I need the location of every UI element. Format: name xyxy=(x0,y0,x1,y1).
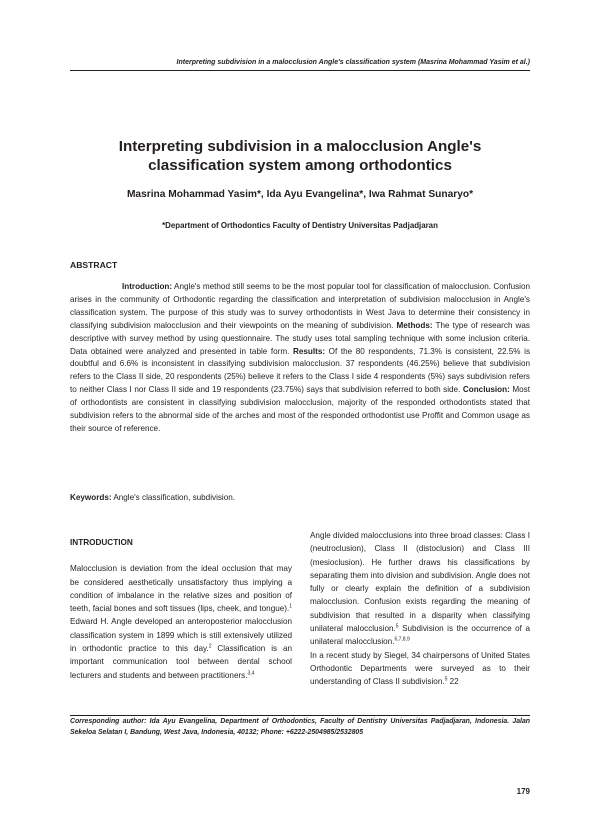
intro-text-part: 22 xyxy=(447,677,459,687)
left-column xyxy=(70,536,292,682)
page-number: 179 xyxy=(516,787,530,796)
citation: 6,7,8,9 xyxy=(394,636,410,643)
header-rule xyxy=(70,70,530,71)
methods-text: The type of research was descriptive with survey method by using questionnaire. The study uses total sampling technique with some inclusion criteria. Data obtained were analyzed and presented in table form. xyxy=(70,320,530,356)
abstract-body xyxy=(70,281,530,436)
results-text: Of the 80 respondents, 71.3% is consistent, 22.5% is doubtful and 6.6% is inconsistent in classifying subdivision malocclusion. 37 respondents (46.25%) believe that subdivision refers to the Class II side, 20 respondents (25%) believe it refers to the Class I side 4 respondents (5%) says subdivision refers to neither Class I nor Class II side and 19 respondents (23.75%) says that subdivision referred to both side. xyxy=(70,346,531,395)
intro-text-part: Subdivision is the occurrence of a unilateral malocclusion. xyxy=(310,624,531,647)
affiliation: *Department of Orthodontics Faculty of Dentistry Universitas Padjadjaran xyxy=(162,221,438,230)
corresponding-author-note: Corresponding author: Ida Ayu Evangelina, Department of Orthodontics, Faculty of Dentistry Universitas Padjadjaran, Indonesia. Jalan Sekeloa Selatan I, Bandung, West Java, Indonesia, 40132; Phone: +6222-2504985/2532805 xyxy=(70,718,530,736)
intro-text-part: Edward H. Angle developed an anteroposterior malocclusion classification system in 1899 which is still extensively utilized in orthodontic practice to this day. xyxy=(70,617,292,654)
citation: 2 xyxy=(208,643,212,650)
methods-label: Methods: xyxy=(396,320,433,330)
keywords-text: Angle's classification, subdivision. xyxy=(111,493,236,502)
introduction-paragraph-3 xyxy=(310,649,530,689)
footer-rule xyxy=(70,715,530,716)
right-column xyxy=(310,529,530,689)
title-line-1: Interpreting subdivision in a malocclusion Angle's xyxy=(118,138,482,155)
title-line-2: classification system among orthodontics xyxy=(148,157,452,174)
results-label: Results: xyxy=(293,346,326,356)
conclusion-label: Conclusion: xyxy=(462,385,510,395)
intro-text-part: In a recent study by Siegel, 34 chairpersons of United States Orthodontic Departments were surveyed as to their understanding of Class II subdivision. xyxy=(310,650,530,687)
intro-text-part: Angle divided malocclusions into three broad classes: Class I (neutroclusion), Class II (distoclusion) and Class III (mesioclusion). He further draws his classifications by separating them into division and subdivision. Angle does not fully or clearly explain the definition of a subdivision malocclusion. Confusion exists regarding the meaning of subdivision that resulted in a disparity when classifying unilateral malocclusion. xyxy=(310,531,530,634)
abstract-heading: ABSTRACT xyxy=(70,260,118,270)
article-title xyxy=(70,137,530,175)
citation: 1 xyxy=(289,603,292,610)
intro-label: Introduction: xyxy=(122,282,173,291)
intro-text: Angle's method still seems to be the most popular tool for classification of malocclusion. Confusion arises in the community of Orthodontic regarding the classification and interpretation of subdivision malocclusion in Angle's classification system. The purpose of this study was to survey orthodontists in West Java to determine their consistency in classifying subdivision malocclusion and their viewpoints on the meaning of subdivision. xyxy=(70,282,530,330)
introduction-paragraph-2 xyxy=(310,529,530,649)
introduction-paragraph-1 xyxy=(70,562,292,682)
introduction-heading: INTRODUCTION xyxy=(70,538,133,547)
citation: 5 xyxy=(444,676,448,683)
citation: 5 xyxy=(395,623,399,630)
conclusion-text: Most of orthodontists are consistent in classifying subdivision malocclusion, majority of the responded orthodontists stated that subdivision refers to the abnormal side of the arches and most of the responded orthodontist use Proffit and Common usage as their source of reference. xyxy=(70,385,530,433)
intro-text-part: Classification is an important communication tool between dental school lecturers and students and between practitioners. xyxy=(70,644,293,680)
intro-text-part: Malocclusion is deviation from the ideal occlusion that may be considered aesthetically unsatisfactory thus implying a condition of imbalance in the relative sizes and position of teeth, facial bones and soft tissues (lips, cheek, and tongue). xyxy=(70,564,292,614)
keywords xyxy=(70,493,235,502)
keywords-label: Keywords: xyxy=(70,493,112,502)
author-list: Masrina Mohammad Yasim*, Ida Ayu Evangelina*, Iwa Rahmat Sunaryo* xyxy=(126,189,474,200)
citation: 3,4 xyxy=(247,669,255,676)
running-head: Interpreting subdivision in a malocclusion Angle's classification system (Masrina Mohammad Yasim et al.) xyxy=(176,59,530,66)
